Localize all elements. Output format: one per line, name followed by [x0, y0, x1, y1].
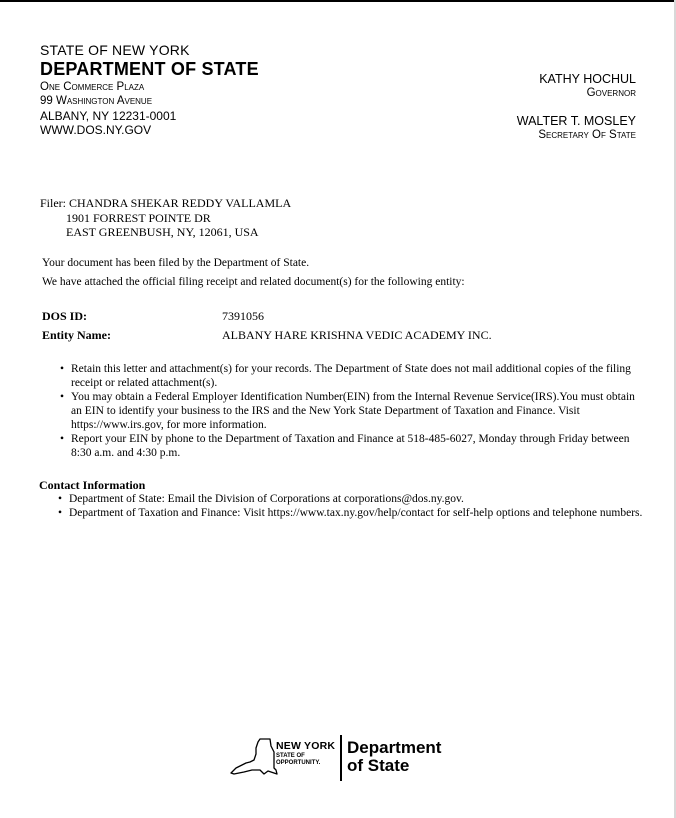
attached-notice: We have attached the official filing receipt and related document(s) for the following entity: [42, 276, 465, 288]
department-name: DEPARTMENT OF STATE [40, 59, 259, 79]
entity-name-label: Entity Name: [42, 328, 111, 342]
entity-name-value: ALBANY HARE KRISHNA VEDIC ACADEMY INC. [222, 328, 492, 342]
logo-dept-line1: Department [347, 738, 442, 757]
ny-wordmark-title: NEW YORK [276, 740, 336, 752]
top-border [0, 0, 676, 2]
letterhead-right [517, 73, 636, 141]
ny-state-outline-icon [230, 738, 278, 780]
letterhead-left [40, 43, 259, 136]
address-line-2: 99 Washington Avenue [40, 94, 153, 107]
bullet-icon: • [58, 507, 63, 519]
logo-divider [340, 735, 342, 781]
ny-wordmark-sub2: OPPORTUNITY. [276, 759, 321, 766]
address-line-3: ALBANY, NY 12231-0001 [40, 109, 177, 123]
ny-wordmark [276, 741, 335, 766]
filer-name: CHANDRA SHEKAR REDDY VALLAMLA [69, 196, 292, 210]
dos-id-label: DOS ID: [42, 309, 88, 323]
dos-id-value: 7391056 [222, 309, 264, 323]
filer-street: 1901 FORREST POINTE DR [66, 210, 211, 225]
list-item: • Retain this letter and attachment(s) for your records. The Department of State does not mail additional copies of the filing receipt or related attachment(s). [60, 363, 631, 389]
bullet-icon: • [60, 391, 65, 403]
list-item: • You may obtain a Federal Employer Identification Number(EIN) from the Internal Revenue Service(IRS).You must obtain an EIN to identify your business to the IRS and the New York State Department of Taxation and Finance. Visit https://www.irs.gov, for more information. [60, 391, 635, 431]
instructions-list [60, 362, 636, 460]
bullet-icon: • [60, 433, 65, 445]
dos-logo [230, 732, 460, 784]
logo-dept-line2: of State [347, 756, 410, 775]
logo-department [347, 739, 441, 775]
filed-notice: Your document has been filed by the Department of State. [42, 257, 310, 269]
list-item: • Department of State: Email the Division of Corporations at corporations@dos.ny.gov. [58, 493, 464, 505]
list-item: • Report your EIN by phone to the Department of Taxation and Finance at 518-485-6027, Monday through Friday between 8:30 a.m. and 4:30 p.m. [60, 433, 630, 459]
state-name: STATE OF NEW YORK [40, 42, 190, 58]
secretary-name: WALTER T. MOSLEY [516, 114, 636, 128]
website: WWW.DOS.NY.GOV [40, 123, 152, 137]
governor-name: KATHY HOCHUL [539, 72, 636, 86]
contact-heading: Contact Information [39, 478, 146, 492]
governor-title: Governor [586, 86, 636, 99]
bullet-icon: • [60, 363, 65, 375]
filer-block [40, 196, 291, 240]
ny-wordmark-sub1: STATE OF [276, 752, 305, 759]
list-item: • Department of Taxation and Finance: Visit https://www.tax.ny.gov/help/contact for self-help options and telephone numbers. [58, 507, 643, 519]
contact-list [58, 492, 649, 520]
filer-label: Filer: [40, 196, 66, 210]
address-line-1: One Commerce Plaza [40, 81, 145, 93]
secretary-title: Secretary Of State [538, 128, 636, 141]
filer-city: EAST GREENBUSH, NY, 12061, USA [66, 225, 259, 239]
bullet-icon: • [58, 493, 63, 505]
